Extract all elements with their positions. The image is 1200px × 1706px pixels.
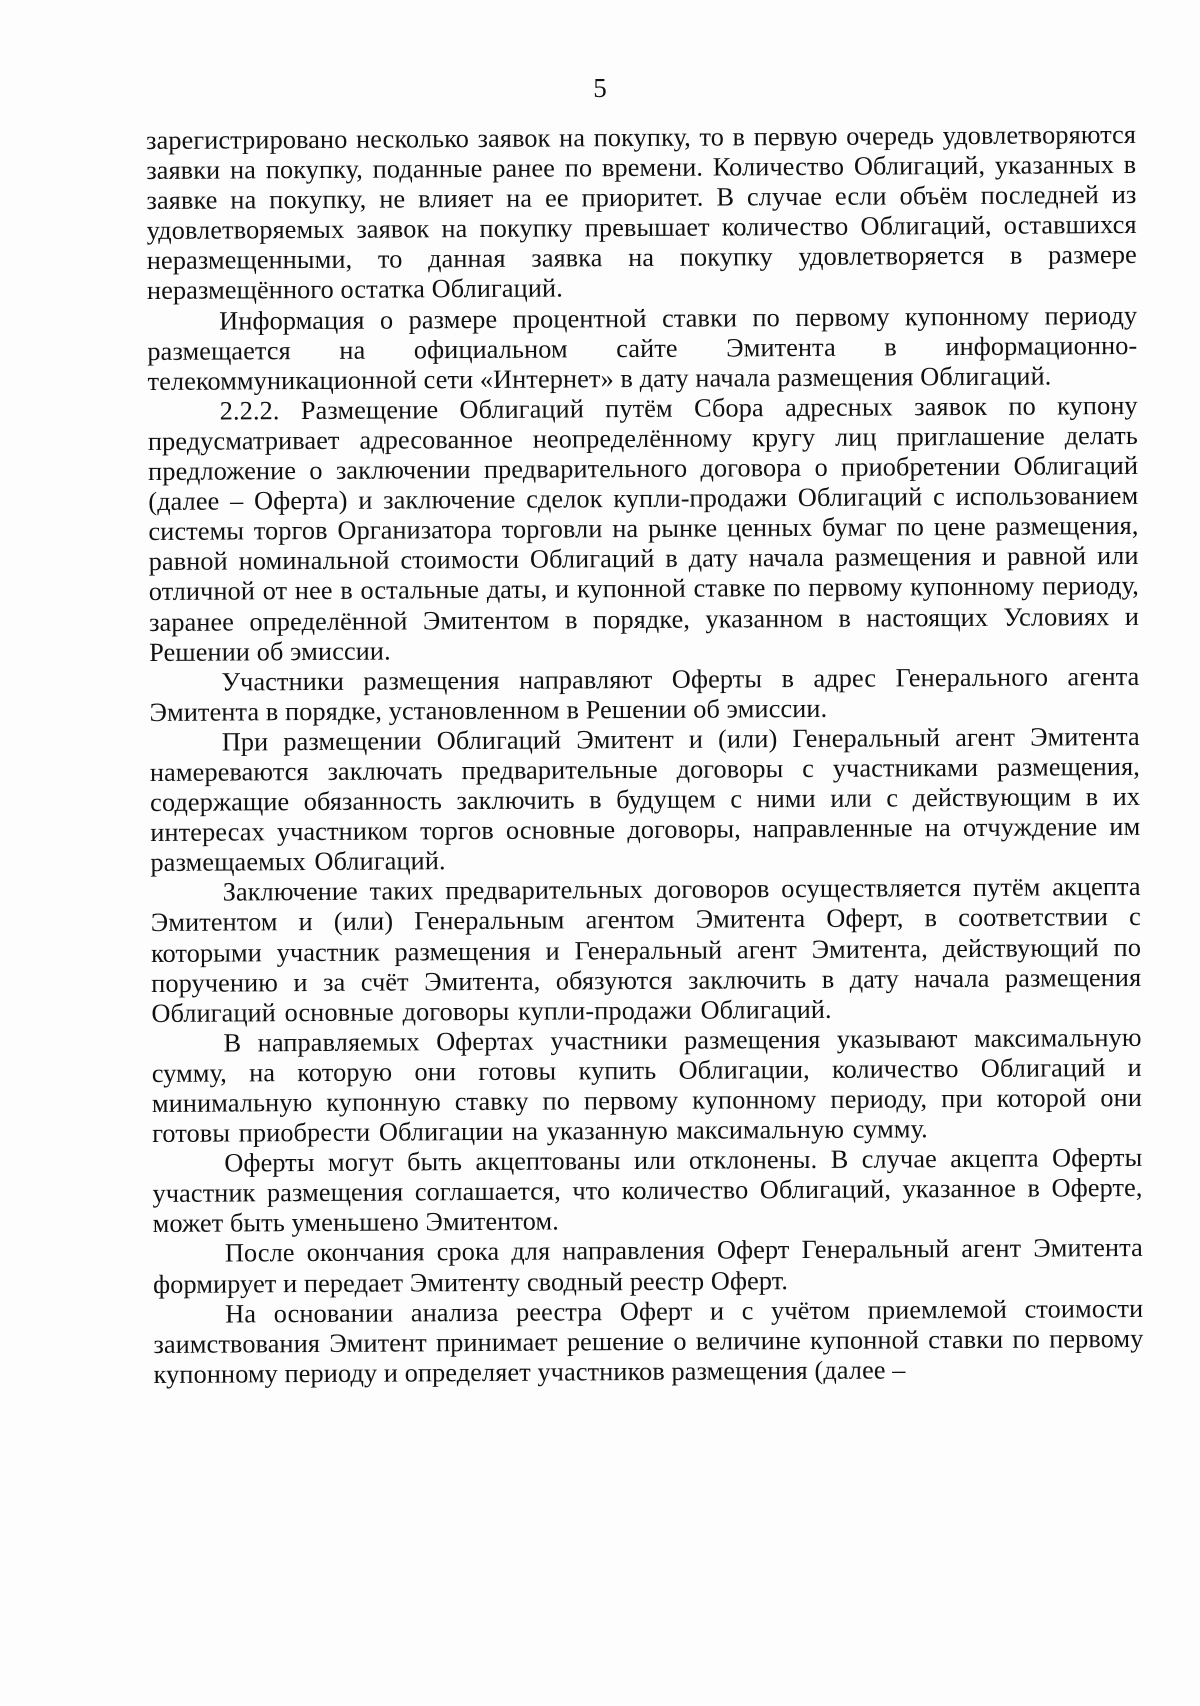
page-number: 5 [593,73,607,103]
paragraph-1: зарегистрировано несколько заявок на покупку, то в первую очередь удовлетворяются заявки на покупку, поданные ранее по времени. Количество Облигаций, указанных в заявке на покупку, не влияет на ее приоритет. В случае если объём последней из удовлетворяемых заявок на покупку превышает количество Облигаций, оставшихся неразмещенными, то данная заявка на покупку удовлетворяется в размере неразмещённого остатка Облигаций. [146,119,1137,306]
paragraph-9: После окончания срока для направления Оферт Генеральный агент Эмитента формирует и передает Эмитенту сводный реестр Оферт. [152,1233,1143,1299]
paragraph-4: Участники размещения направляют Оферты в адрес Генерального агента Эмитента в порядке, установленном в Решении об эмиссии. [149,661,1140,727]
paragraph-10: На основании анализа реестра Оферт и с учётом приемлемой стоимости заимствования Эмитент принимает решение о величине купонной ставки по первому купонному периоду и определяет участников размещения (далее – [153,1293,1144,1389]
paragraph-8: Оферты могут быть акцептованы или отклонены. В случае акцепта Оферты участник размещения соглашается, что количество Облигаций, указанное в Оферте, может быть уменьшено Эмитентом. [152,1143,1143,1239]
paragraph-7: В направляемых Офертах участники размещения указывают максимальную сумму, на которую они готовы купить Облигации, количество Облигаций и минимальную купонную ставку по первому купонному периоду, при которой они готовы приобрести Облигации на указанную максимальную сумму. [151,1022,1143,1149]
paragraph-2: Информация о размере процентной ставки по первому купонному периоду размещается на официальном сайте Эмитента в информационно-телекоммуникационной сети «Интернет» в дату начала размещения Облигаций. [147,300,1138,396]
paragraph-3: 2.2.2. Размещение Облигаций путём Сбора адресных заявок по купону предусматривает адресованное неопределённому кругу лиц приглашение делать предложение о заключении предварительного договора о приобретении Облигаций (далее – Оферта) и заключение сделок купли-продажи Облигаций с использованием системы торгов Организатора торговли на рынке ценных бумаг по цене размещения, равной номинальной стоимости Облигаций в дату начала размещения и равной или отличной от нее в остальные даты, и купонной ставке по первому купонному периоду, заранее определённой Эмитентом в порядке, указанном в настоящих Условиях и Решении об эмиссии. [147,390,1140,667]
paragraph-6: Заключение таких предварительных договоров осуществляется путём акцепта Эмитентом и (или) Генеральным агентом Эмитента Оферт, в соответствии с которыми участник размещения и Генеральный агент Эмитента, действующий по поручению и за счёт Эмитента, обязуются заключить в дату начала размещения Облигаций основные договоры купли-продажи Облигаций. [150,872,1142,1028]
paragraph-5: При размещении Облигаций Эмитент и (или) Генеральный агент Эмитента намереваются заключать предварительные договоры с участниками размещения, содержащие обязанность заключить в будущем с ними или с действующим в их интересах участником торгов основные договоры, направленные на отчуждение им размещаемых Облигаций. [149,721,1141,878]
document-body [146,120,1144,1390]
